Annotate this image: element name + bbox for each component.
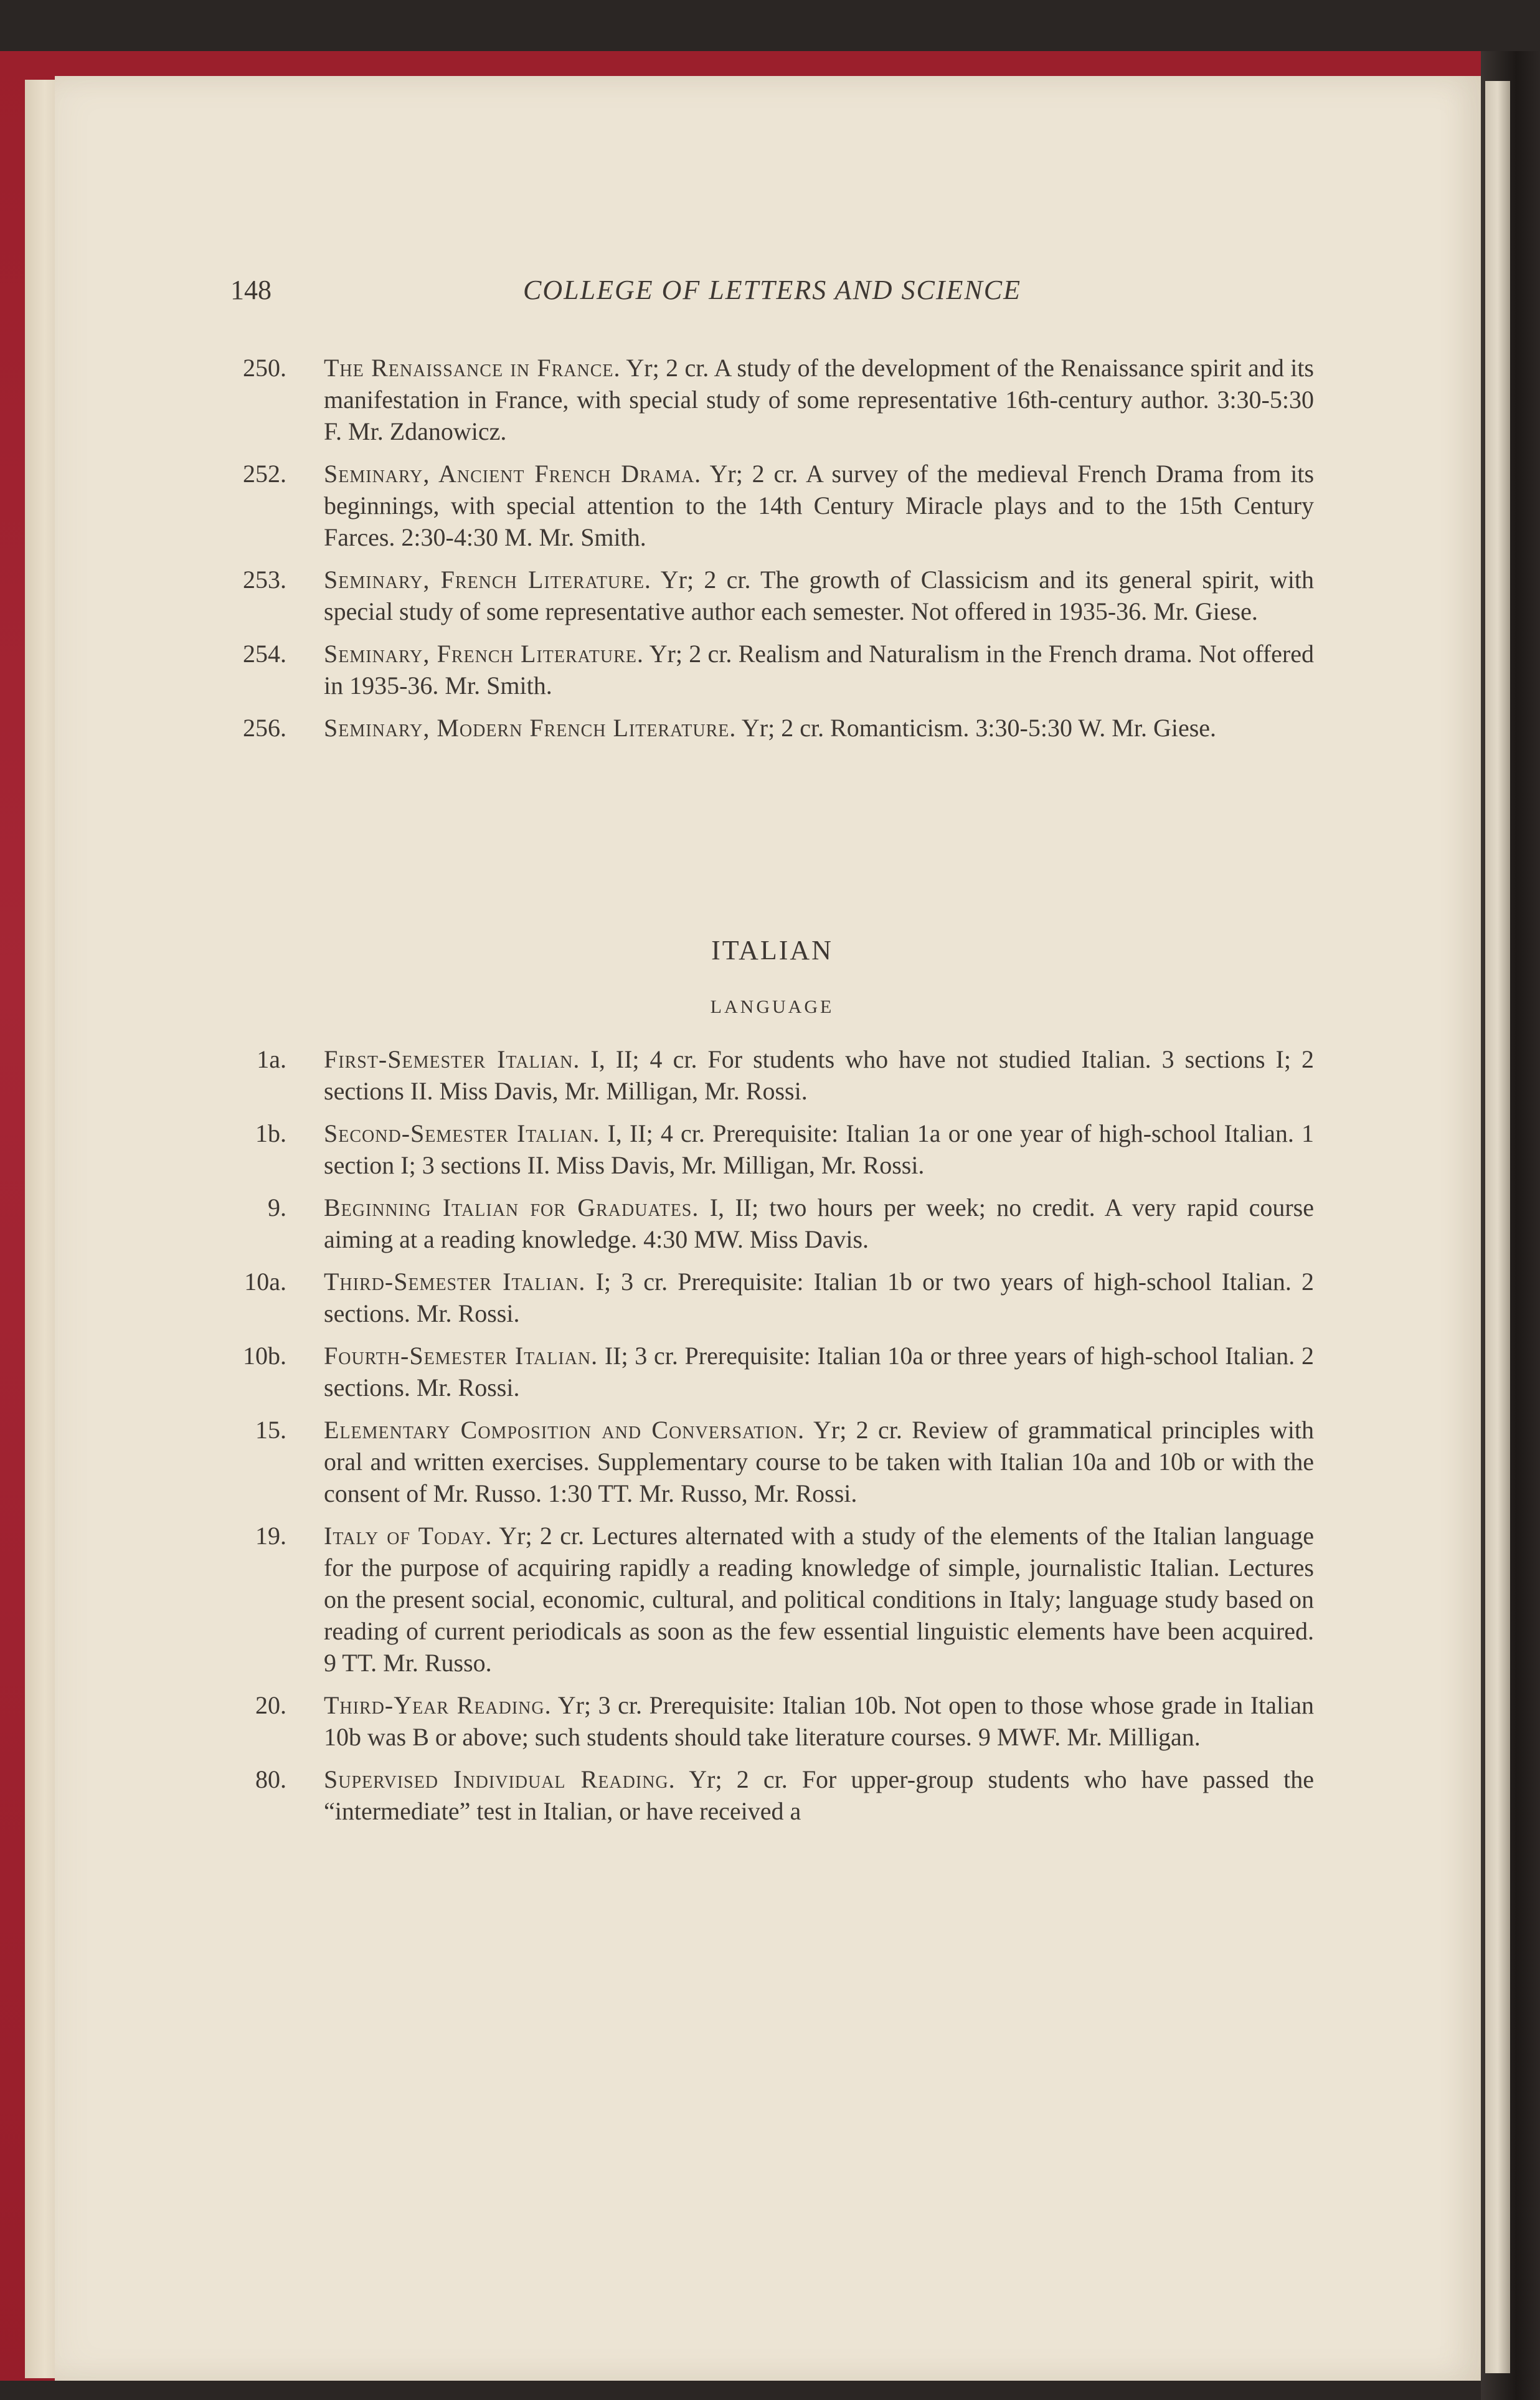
- course-number: 9.: [268, 1193, 286, 1221]
- course-entry: [230, 1117, 1314, 1181]
- course-number: 15.: [255, 1416, 286, 1444]
- course-description: Yr; 2 cr. Romanticism. 3:30-5:30 W. Mr. Giese.: [741, 714, 1217, 742]
- page-number: 148: [230, 275, 272, 305]
- course-title: The Renaissance in France.: [324, 354, 621, 382]
- course-title: Italy of Today.: [324, 1522, 493, 1550]
- course-description: I; 3 cr. Prerequisite: Italian 1b or two years of high-school Italian. 2 sections. Mr. Rossi.: [324, 1268, 1314, 1327]
- course-entry: [230, 458, 1314, 553]
- course-title: Beginning Italian for Graduates.: [324, 1193, 699, 1221]
- course-number: 256.: [243, 714, 286, 742]
- course-entry: [230, 1414, 1314, 1509]
- course-title: Elementary Composition and Conversation.: [324, 1416, 805, 1444]
- course-entry: [230, 712, 1314, 744]
- course-title: Seminary, French Literature.: [324, 566, 651, 594]
- course-description: Yr; 2 cr. The growth of Classicism and its general spirit, with special study of some representative author each semester. Not offered in 1935-36. Mr. Giese.: [324, 566, 1315, 625]
- course-description: I, II; 4 cr. For students who have not studied Italian. 3 sections I; 2 sections II. Miss Davis, Mr. Milligan, Mr. Rossi.: [324, 1045, 1315, 1105]
- course-description: I, II; 4 cr. Prerequisite: Italian 1a or one year of high-school Italian. 1 section I; 3 sections II. Miss Davis, Mr. Milligan, Mr. Rossi.: [324, 1119, 1315, 1179]
- french-course-list: [230, 352, 1314, 744]
- course-title: Seminary, Ancient French Drama.: [324, 460, 702, 488]
- course-description: Yr; 2 cr. For upper-group students who have passed the “intermediate” test in Italian, or have received a: [324, 1765, 1315, 1825]
- course-title: Fourth-Semester Italian.: [324, 1342, 598, 1370]
- facing-page-edge: [1485, 81, 1510, 2373]
- sub-heading: LANGUAGE: [710, 997, 834, 1017]
- running-head: [230, 274, 1314, 311]
- course-number: 10a.: [244, 1268, 286, 1296]
- course-entry: [230, 1763, 1314, 1827]
- course-entry: [230, 352, 1314, 447]
- course-description: Yr; 2 cr. Review of grammatical principles with oral and written exercises. Supplementary course to be taken with Italian 10a and 10b or with the consent of Mr. Russo. 1:30 TT. Mr. Russo, Mr. Rossi.: [324, 1416, 1314, 1507]
- course-number: 250.: [243, 354, 286, 382]
- section-heading: ITALIAN: [711, 935, 833, 965]
- course-number: 1b.: [255, 1119, 286, 1147]
- course-number: 253.: [243, 566, 286, 594]
- course-title: First-Semester Italian.: [324, 1045, 580, 1073]
- course-description: Yr; 2 cr. Lectures alternated with a study of the elements of the Italian language for the purpose of acquiring rapidly a reading knowledge of simple, journalistic Italian. Lectures on the present social, economic, cultural, and political conditions in Italy; language study based on reading of current periodicals as soon as the few essential linguistic elements have been acquired. 9 TT. Mr. Russo.: [324, 1522, 1314, 1677]
- course-entry: [230, 638, 1314, 701]
- course-entry: [230, 1192, 1314, 1255]
- course-number: 1a.: [257, 1045, 286, 1073]
- course-entry: [230, 1689, 1314, 1753]
- course-number: 20.: [255, 1691, 286, 1719]
- course-description: Yr; 2 cr. A study of the development of the Renaissance spirit and its manifestation in France, with special study of some representative 16th-century author. 3:30-5:30 F. Mr. Zdanowicz.: [324, 354, 1314, 445]
- course-title: Third-Semester Italian.: [324, 1268, 586, 1296]
- course-title: Seminary, Modern French Literature.: [324, 714, 737, 742]
- course-title: Seminary, French Literature.: [324, 640, 644, 668]
- course-number: 80.: [255, 1765, 286, 1793]
- course-entry: [230, 1520, 1314, 1679]
- italian-course-list: [230, 1043, 1314, 1827]
- course-description: Yr; 3 cr. Prerequisite: Italian 10b. Not open to those whose grade in Italian 10b was B or above; such students should take literature courses. 9 MWF. Mr. Milligan.: [324, 1691, 1315, 1751]
- course-number: 19.: [255, 1522, 286, 1550]
- course-title: Second-Semester Italian.: [324, 1119, 600, 1147]
- running-title: COLLEGE OF LETTERS AND SCIENCE: [523, 275, 1021, 305]
- course-entry: [230, 564, 1314, 627]
- course-description: I, II; two hours per week; no credit. A very rapid course aiming at a reading knowledge. 4:30 MW. Miss Davis.: [324, 1193, 1314, 1253]
- course-number: 10b.: [243, 1342, 286, 1370]
- course-entry: [230, 1266, 1314, 1329]
- course-description: II; 3 cr. Prerequisite: Italian 10a or three years of high-school Italian. 2 sections. Mr. Rossi.: [324, 1342, 1315, 1402]
- course-entry: [230, 1340, 1314, 1403]
- course-entry: [230, 1043, 1314, 1107]
- course-description: Yr; 2 cr. Realism and Naturalism in the French drama. Not offered in 1935-36. Mr. Smith.: [324, 640, 1315, 700]
- course-title: Third-Year Reading.: [324, 1691, 552, 1719]
- course-title: Supervised Individual Reading.: [324, 1765, 676, 1793]
- course-number: 252.: [243, 460, 286, 488]
- course-number: 254.: [243, 640, 286, 668]
- course-description: Yr; 2 cr. A survey of the medieval French Drama from its beginnings, with special attention to the 14th Century Miracle plays and to the 15th Century Farces. 2:30-4:30 M. Mr. Smith.: [324, 460, 1315, 551]
